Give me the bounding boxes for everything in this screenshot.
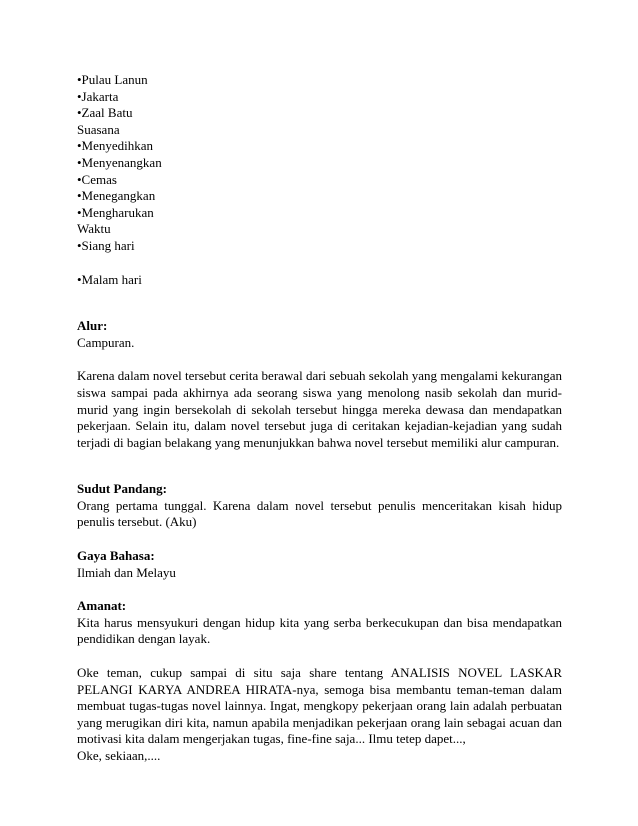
closing-signoff: Oke, sekiaan,.... — [77, 748, 161, 763]
bullet-suasana-1: •Menyedihkan — [77, 138, 154, 154]
document-page — [77, 72, 562, 765]
sudut-pandang-heading: Sudut Pandang: — [77, 481, 167, 497]
alur-heading: Alur: — [77, 318, 108, 334]
bullet-suasana-3: •Cemas — [77, 171, 117, 187]
alur-value: Campuran. — [77, 334, 135, 350]
bullet-place-1: •Pulau Lanun — [77, 72, 148, 87]
bullet-suasana-4: •Menegangkan — [77, 188, 156, 204]
bullet-suasana-5: •Mengharukan — [77, 204, 154, 220]
gaya-bahasa-heading: Gaya Bahasa: — [77, 548, 155, 564]
closing-paragraph: Oke teman, cukup sampai di situ saja share tentang ANALISIS NOVEL LASKAR PELANGI KARYA ANDREA HIRATA-nya, semoga bisa membantu teman-teman dalam membuat tugas-tugas novel lainnya. Ingat, mengkopy pekerjaan orang lain adalah perbuatan yang merugikan diri kita, namun apabila menjadikan pekerjaan orang lain sebagai acuan dan motivasi kita dalam mengerjakan tugas, fine-fine saja... Ilmu tetep dapet..., — [77, 665, 562, 747]
sudut-pandang-paragraph: Orang pertama tunggal. Karena dalam novel tersebut penulis menceritakan kisah hidup penulis tersebut. (Aku) — [77, 497, 562, 530]
alur-paragraph: Karena dalam novel tersebut cerita berawal dari sebuah sekolah yang mengalami kekurangan siswa sampai pada akhirnya ada seorang siswa yang menolong nasib sekolah dan murid-murid yang ingin bersekolah di sekolah tersebut hingga mereka dewasa dan mendapatkan pekerjaan. Selain itu, dalam novel tersebut juga di ceritakan kejadian-kejadian yang sudah terjadi di bagian belakang yang menunjukkan bahwa novel tersebut memiliki alur campuran. — [77, 368, 562, 450]
spacer — [77, 451, 562, 481]
amanat-paragraph: Kita harus mensyukuri dengan hidup kita yang serba berkecukupan dan bisa mendapatkan pendidikan dengan layak. — [77, 614, 562, 647]
suasana-label: Suasana — [77, 121, 120, 137]
spacer — [77, 351, 562, 368]
bullet-waktu-1: •Siang hari — [77, 237, 135, 253]
spacer — [77, 581, 562, 598]
bullet-place-3: •Zaal Batu — [77, 105, 133, 121]
amanat-heading: Amanat: — [77, 598, 127, 614]
waktu-label: Waktu — [77, 221, 111, 237]
bullet-suasana-2: •Menyenangkan — [77, 154, 162, 170]
spacer — [77, 648, 562, 665]
spacer — [77, 288, 562, 318]
gaya-bahasa-value: Ilmiah dan Melayu — [77, 564, 176, 580]
spacer — [77, 255, 562, 272]
bullet-place-2: •Jakarta — [77, 88, 119, 104]
spacer — [77, 531, 562, 548]
bullet-waktu-2: •Malam hari — [77, 271, 142, 287]
